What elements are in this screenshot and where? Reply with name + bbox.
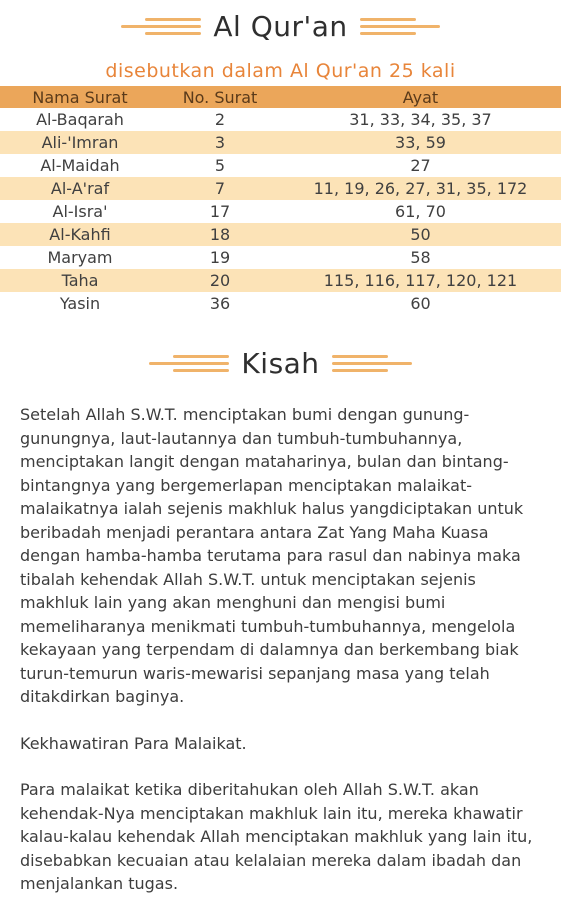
cell-ayat: 31, 33, 34, 35, 37: [280, 108, 561, 131]
cell-surah-no: 19: [160, 246, 280, 269]
kisah-section: [0, 337, 561, 896]
cell-surah-no: 18: [160, 223, 280, 246]
ornament-right: [332, 355, 412, 372]
table-row: [0, 292, 561, 315]
quran-subtitle: disebutkan dalam Al Qur'an 25 kali: [105, 60, 456, 82]
table-row: [0, 108, 561, 131]
cell-surah-name: Al-Maidah: [0, 154, 160, 177]
cell-surah-name: Taha: [0, 269, 160, 292]
cell-ayat: 11, 19, 26, 27, 31, 35, 172: [280, 177, 561, 200]
cell-surah-name: Al-Isra': [0, 200, 160, 223]
cell-surah-name: Al-A'raf: [0, 177, 160, 200]
header-no-surat: No. Surat: [160, 86, 280, 108]
cell-surah-no: 17: [160, 200, 280, 223]
ornament-right: [360, 18, 440, 35]
cell-ayat: 27: [280, 154, 561, 177]
cell-surah-no: 7: [160, 177, 280, 200]
story-subheading: Kekhawatiran Para Malaikat.: [20, 733, 247, 753]
cell-ayat: 60: [280, 292, 561, 315]
cell-surah-no: 20: [160, 269, 280, 292]
cell-surah-name: Maryam: [0, 246, 160, 269]
cell-surah-name: Yasin: [0, 292, 160, 315]
table-row: [0, 269, 561, 292]
table-row: [0, 200, 561, 223]
cell-ayat: 115, 116, 117, 120, 121: [280, 269, 561, 292]
cell-surah-no: 36: [160, 292, 280, 315]
cell-ayat: 33, 59: [280, 131, 561, 154]
cell-surah-no: 5: [160, 154, 280, 177]
cell-surah-name: Al-Baqarah: [0, 108, 160, 131]
story-paragraph: Setelah Allah S.W.T. menciptakan bumi dengan gunung-gunungnya, laut-lautannya dan tumbuh-tumbuhannya, menciptakan langit dengan mataharinya, bulan dan bintang-bintangnya yang bergemerlapan menciptakan malaikat-malaikatnya ialah sejenis makhluk halus yangdiciptakan untuk beribadah menjadi perantara antara Zat Yang Maha Kuasa dengan hamba-hamba terutama para rasul dan nabinya maka tibalah kehendak Allah S.W.T. untuk menciptakan sejenis makhluk lain yang akan menghuni dan mengisi bumi memeliharanya menikmati tumbuh-tumbuhannya, mengelola kekayaan yang terpendam di dalamnya dan berkembang biak turun-temurun waris-mewarisi sepanjang masa yang telah ditakdirkan baginya.: [20, 405, 524, 706]
table-header-row: [0, 86, 561, 108]
ornament-left: [121, 18, 201, 35]
cell-ayat: 61, 70: [280, 200, 561, 223]
quran-title: Al Qur'an: [213, 9, 348, 43]
cell-surah-no: 3: [160, 131, 280, 154]
surah-table: [0, 86, 561, 315]
table-row: [0, 177, 561, 200]
quran-header: [0, 0, 561, 52]
cell-surah-no: 2: [160, 108, 280, 131]
table-row: [0, 154, 561, 177]
story-paragraph: Para malaikat ketika diberitahukan oleh Allah S.W.T. akan kehendak-Nya menciptakan makhluk lain itu, mereka khawatir kalau-kalau kehendak Allah menciptakan makhluk yang lain itu, disebabkan kecuaian atau kelalaian mereka dalam ibadah dan menjalankan tugas.: [20, 780, 533, 893]
kisah-header: [0, 337, 561, 389]
header-nama-surat: Nama Surat: [0, 86, 160, 108]
story-text: [0, 403, 561, 896]
table-row: [0, 131, 561, 154]
header-ayat: Ayat: [280, 86, 561, 108]
kisah-title: Kisah: [241, 346, 320, 380]
table-row: [0, 223, 561, 246]
table-row: [0, 246, 561, 269]
quran-section: [0, 0, 561, 315]
cell-ayat: 50: [280, 223, 561, 246]
cell-surah-name: Al-Kahfi: [0, 223, 160, 246]
ornament-left: [149, 355, 229, 372]
cell-surah-name: Ali-'Imran: [0, 131, 160, 154]
cell-ayat: 58: [280, 246, 561, 269]
